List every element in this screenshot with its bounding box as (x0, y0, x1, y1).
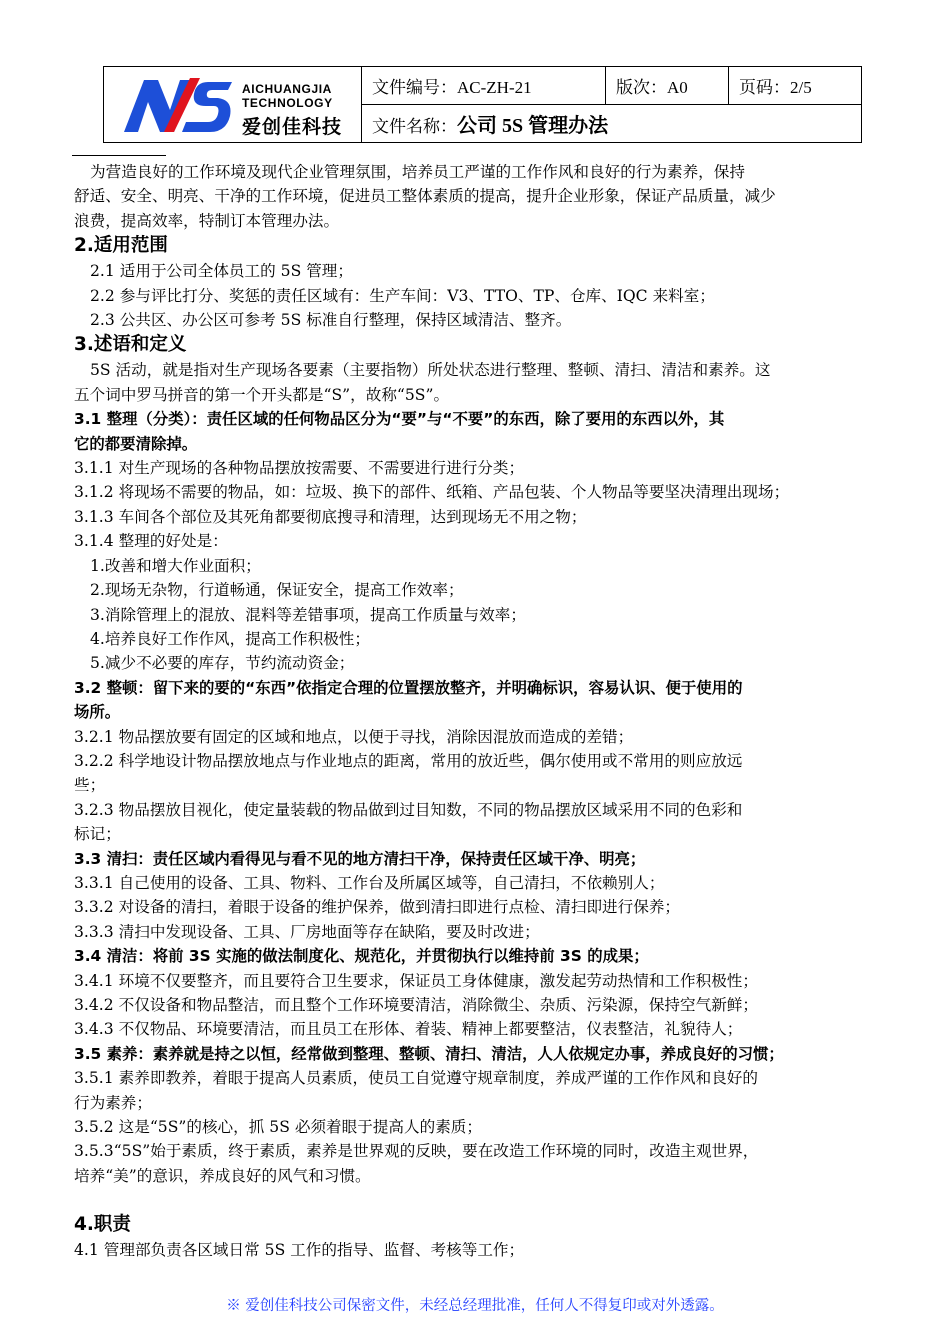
subsection-3-1-item: 3.1.2 将现场不需要的物品，如：垃圾、换下的部件、纸箱、产品包装、个人物品等要坚决清理出现场； (74, 483, 790, 502)
subsection-3-1-item: 3.1.4 整理的好处是： (74, 532, 228, 551)
subsection-3-5-item: 3.5.1 素养即教养，着眼于提高人员素质，使员工自觉遵守规章制度，养成严谨的工作作风和良好的 (74, 1069, 758, 1088)
section-spacer (74, 1188, 894, 1212)
subsection-3-2-item: 3.2.2 科学地设计物品摆放地点与作业地点的距离，常用的放近些，偶尔使用或不常用的则应放远 (74, 751, 743, 770)
intro-line: 浪费，提高效率，特制订本管理办法。 (74, 211, 340, 230)
section-2-item: 2.1 适用于公司全体员工的 5S 管理； (90, 262, 353, 281)
subsection-3-3-item: 3.3.3 清扫中发现设备、工具、厂房地面等存在缺陷，要及时改进； (74, 922, 540, 941)
company-logo (104, 68, 362, 142)
benefit-list-item: 5.减少不必要的库存，节约流动资金； (90, 654, 355, 673)
subsection-3-2-item: 3.2.3 物品摆放目视化，使定量装载的物品做到过目知数，不同的物品摆放区域采用不同的色彩和 (74, 800, 743, 819)
section-2-item: 2.3 公共区、办公区可参考 5S 标准自行整理，保持区域清洁、整齐。 (90, 311, 572, 330)
doc-number-cell: 文件编号：AC-ZH-21 (362, 67, 606, 105)
logo-chinese-name: 爱创佳科技 (242, 115, 343, 138)
section-3-intro-line: 五个词中罗马拼音的第一个开头都是“S”，故称“5S”。 (74, 385, 450, 404)
subsection-3-3-item: 3.3.1 自己使用的设备、工具、物料、工作台及所属区域等，自己清扫，不依赖别人； (74, 873, 665, 892)
subsection-3-5-title: 3.5 素养：素养就是持之以恒，经常做到整理、整顿、清扫、清洁，人人依规定办事，养成良好的习惯； (74, 1044, 784, 1063)
benefit-list-item: 4.培养良好工作作风，提高工作积极性； (90, 629, 370, 648)
subsection-3-4-title: 3.4 清洁：将前 3S 实施的做法制度化、规范化，并贯彻执行以维持前 3S 的成果； (74, 947, 649, 966)
subsection-3-5-item: 行为素养； (74, 1093, 152, 1112)
subsection-3-1-title: 3.1 整理（分类）：责任区域的任何物品区分为“要”与“不要”的东西，除了要用的东西以外，其 (74, 410, 725, 429)
page-number-cell: 页码：2/5 (729, 67, 862, 105)
subsection-3-5-item: 3.5.2 这是“5S”的核心，抓 5S 必须着眼于提高人的素质； (74, 1118, 482, 1137)
subsection-3-2-item: 些； (74, 776, 106, 795)
subsection-3-1-item: 3.1.1 对生产现场的各种物品摆放按需要、不需要进行进行分类； (74, 459, 525, 478)
subsection-3-1-item: 3.1.3 车间各个部位及其死角都要彻底搜寻和清理，达到现场无不用之物； (74, 507, 587, 526)
subsection-3-5-item: 培养“美”的意识，养成良好的风气和习惯。 (74, 1166, 371, 1185)
benefit-list-item: 1.改善和增大作业面积； (90, 556, 261, 575)
confidential-footer: ※ 爱创佳科技公司保密文件，未经总经理批准，任何人不得复印或对外透露。 (226, 1298, 724, 1314)
header-rule (72, 155, 166, 156)
document-body (74, 160, 894, 1263)
section-3-title: 3.述语和定义 (74, 334, 187, 356)
subsection-3-2-title: 3.2 整顿：留下来的要的“东西”依指定合理的位置摆放整齐，并明确标识，容易认识、便于使用的 (74, 678, 743, 697)
logo-cell (104, 67, 362, 143)
subsection-3-1-title: 它的都要清除掉。 (74, 434, 198, 453)
benefit-list-item: 3.消除管理上的混放、混料等差错事项，提高工作质量与效率； (90, 605, 526, 624)
subsection-3-3-item: 3.3.2 对设备的清扫，着眼于设备的维护保养，做到清扫即进行点检、清扫即进行保养； (74, 898, 681, 917)
subsection-3-2-item: 标记； (74, 825, 121, 844)
subsection-3-3-title: 3.3 清扫：责任区域内看得见与看不见的地方清扫干净，保持责任区域干净、明亮； (74, 849, 646, 868)
version-cell: 版次：A0 (606, 67, 729, 105)
document-header-table (103, 66, 862, 143)
section-2-title: 2.适用范围 (74, 235, 168, 257)
subsection-3-4-item: 3.4.3 不仅物品、环境要清洁，而且员工在形体、着装、精神上都要整洁，仪表整洁，礼貌待人； (74, 1020, 743, 1039)
subsection-3-4-item: 3.4.1 环境不仅要整齐，而且要符合卫生要求，保证员工身体健康，激发起劳动热情和工作积极性； (74, 971, 758, 990)
benefit-list-item: 2.现场无杂物，行道畅通，保证安全，提高工作效率； (90, 581, 464, 600)
logo-english-line1: AICHUANGJIA (242, 81, 332, 96)
subsection-3-2-title: 场所。 (74, 703, 121, 722)
doc-name-cell (362, 105, 862, 143)
section-4-item: 4.1 管理部负责各区域日常 5S 工作的指导、监督、考核等工作； (74, 1241, 525, 1260)
ncj-logo-icon (120, 74, 238, 136)
intro-line: 为营造良好的工作环境及现代企业管理氛围，培养员工严谨的工作作风和良好的行为素养，保持 (90, 163, 745, 181)
section-4-title: 4.职责 (74, 1214, 131, 1236)
section-3-intro-line: 5S 活动，就是指对生产现场各要素（主要指物）所处状态进行整理、整顿、清扫、清洁和素养。这 (90, 361, 771, 380)
subsection-3-4-item: 3.4.2 不仅设备和物品整洁，而且整个工作环境要清洁，消除微尘、杂质、污染源，保持空气新鲜； (74, 996, 758, 1014)
doc-name-value: 公司 5S 管理办法 (457, 115, 609, 137)
subsection-3-2-item: 3.2.1 物品摆放要有固定的区域和地点，以便于寻找，消除因混放而造成的差错； (74, 727, 634, 746)
intro-line: 舒适、安全、明亮、干净的工作环境，促进员工整体素质的提高，提升企业形象，保证产品质量，减少 (74, 187, 776, 206)
logo-english-line2: TECHNOLOGY (242, 95, 333, 110)
subsection-3-5-item: 3.5.3“5S”始于素质，终于素质，素养是世界观的反映，要在改造工作环境的同时，改造主观世界， (74, 1142, 759, 1161)
section-2-item: 2.2 参与评比打分、奖惩的责任区域有：生产车间：V3、TTO、TP、仓库、IQC 来料室； (90, 286, 715, 305)
doc-name-label: 文件名称： (372, 117, 457, 136)
